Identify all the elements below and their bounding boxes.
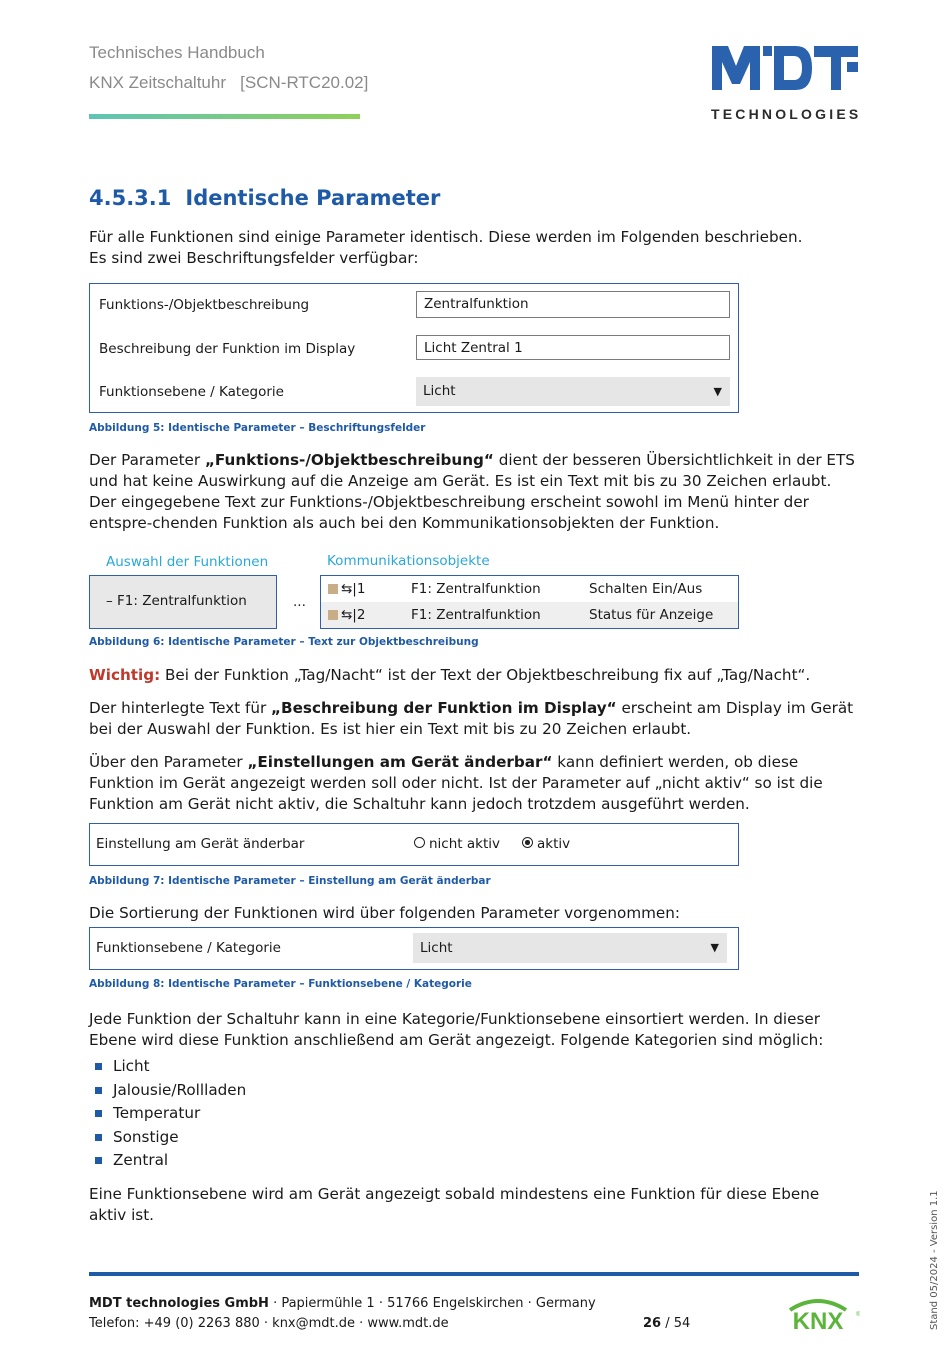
section-number: 4.5.3.1 <box>89 186 172 210</box>
list-item <box>95 1102 246 1126</box>
svg-text:®: ® <box>856 1312 860 1318</box>
object-row[interactable] <box>321 602 738 628</box>
para3-bold: „Einstellungen am Gerät änderbar“ <box>247 753 553 771</box>
object-number-text: ⇆|1 <box>341 581 366 597</box>
function-button-f1[interactable] <box>89 575 277 629</box>
category-select-value: Licht <box>423 383 456 399</box>
radio-unchecked-icon <box>414 837 425 848</box>
communication-objects-title: Kommunikationsobjekte <box>327 553 490 569</box>
category-label: Temperatur <box>113 1104 201 1123</box>
page-total: / 54 <box>661 1316 691 1331</box>
label-category: Funktionsebene / Kategorie <box>99 384 284 400</box>
radio-active[interactable] <box>522 836 570 852</box>
footer-address <box>89 1296 596 1311</box>
para3-post: kann definiert werden, ob diese Funktion im Gerät angezeigt werden soll oder nicht. Ist der Parameter auf „nicht aktiv“ so ist die Funktion am Gerät nicht aktiv, die Schaltuhr kann jedoch trotzdem ausgeführt werden. <box>89 753 823 813</box>
category-label: Sonstige <box>113 1127 179 1146</box>
object-number-text: ⇆|2 <box>341 607 366 623</box>
section-title: Identische Parameter <box>185 186 441 210</box>
paragraph-sorting: Die Sortierung der Funktionen wird über folgenden Parameter vorgenommen: <box>89 904 680 922</box>
footer-contact: Telefon: +49 (0) 2263 880 · knx@mdt.de · www.mdt.de <box>89 1316 449 1331</box>
header-title: Technisches Handbuch <box>89 43 265 62</box>
object-function: Status für Anzeige <box>589 607 714 623</box>
list-item <box>95 1126 246 1150</box>
figure-7-caption: Abbildung 7: Identische Parameter – Einstellung am Gerät änderbar <box>89 875 491 887</box>
page-current: 26 <box>643 1316 662 1331</box>
dropdown-arrow-icon: ▼ <box>710 941 719 954</box>
paragraph-categories: Jede Funktion der Schaltuhr kann in eine Kategorie/Funktionsebene einsortiert werden. In dieser Ebene wird diese Funktion anschließend am Gerät angezeigt. Folgende Kategorien sind möglich: <box>89 1010 824 1049</box>
category-list <box>95 1055 246 1173</box>
version-note: Stand 05/2024 - Version 1.1 <box>929 1190 940 1330</box>
paragraph-function-level: Eine Funktionsebene wird am Gerät angezeigt sobald mindestens eine Funktion für diese Ebene aktiv ist. <box>89 1185 820 1224</box>
important-note <box>89 665 859 686</box>
intro-text <box>89 227 859 269</box>
header-accent-bar <box>89 114 360 119</box>
important-label: Wichtig: <box>89 666 161 684</box>
footer-bar <box>89 1272 859 1276</box>
radio-active-label: aktiv <box>537 836 571 852</box>
paragraph-display-description <box>89 698 859 740</box>
footer-address-text: · Papiermühle 1 · 51766 Engelskirchen · Germany <box>268 1296 596 1311</box>
category-select-2[interactable] <box>413 933 727 963</box>
para2-pre: Der hinterlegte Text für <box>89 699 272 717</box>
mdt-logo-subtitle: TECHNOLOGIES <box>711 106 862 122</box>
radio-checked-icon <box>522 837 533 848</box>
bullet-square-icon <box>95 1134 102 1141</box>
intro-line-1: Für alle Funktionen sind einige Parameter identisch. Diese werden im Folgenden beschrieben. <box>89 228 803 246</box>
parameter-panel-device-setting <box>89 823 739 866</box>
header-product: KNX Zeitschaltuhr [SCN-RTC20.02] <box>89 73 369 92</box>
figure-5-caption: Abbildung 5: Identische Parameter – Beschriftungsfelder <box>89 422 426 434</box>
figure-8-caption: Abbildung 8: Identische Parameter – Funktionsebene / Kategorie <box>89 978 472 990</box>
object-number <box>328 602 365 628</box>
object-number <box>328 576 365 602</box>
function-selection-title: Auswahl der Funktionen <box>106 554 269 570</box>
para1-bold: „Funktions-/Objektbeschreibung“ <box>204 451 494 469</box>
para2-bold: „Beschreibung der Funktion im Display“ <box>271 699 617 717</box>
object-icon <box>328 584 338 594</box>
mdt-logo <box>710 40 860 100</box>
paragraph-object-description <box>89 450 859 534</box>
list-item <box>95 1149 246 1173</box>
function-button-label: – F1: Zentralfunktion <box>106 593 247 609</box>
object-name: F1: Zentralfunktion <box>411 607 541 623</box>
label-device-setting: Einstellung am Gerät änderbar <box>96 836 305 852</box>
label-object-description: Funktions-/Objektbeschreibung <box>99 297 310 313</box>
object-name: F1: Zentralfunktion <box>411 581 541 597</box>
page-number <box>643 1316 690 1331</box>
category-label: Licht <box>113 1057 150 1075</box>
object-icon <box>328 610 338 620</box>
footer-company: MDT technologies GmbH <box>89 1296 269 1311</box>
figure-6-caption: Abbildung 6: Identische Parameter – Text zur Objektbeschreibung <box>89 636 479 648</box>
ellipsis: ... <box>293 594 306 610</box>
paragraph-1-line-2: Der eingegebene Text zur Funktions-/Objektbeschreibung erscheint sowohl im Menü hinter der entspre-chenden Funktion als auch bei den Kommunikationsobjekten der Funktion. <box>89 493 809 532</box>
radio-not-active[interactable] <box>414 836 500 852</box>
category-label: Zentral <box>113 1151 169 1170</box>
important-text: Bei der Funktion „Tag/Nacht“ ist der Text der Objektbeschreibung fix auf „Tag/Nacht“. <box>160 666 811 684</box>
para3-pre: Über den Parameter <box>89 753 248 771</box>
label-category-2: Funktionsebene / Kategorie <box>96 940 281 956</box>
parameter-panel-category <box>89 927 739 970</box>
paragraph-1-line-1 <box>89 450 859 492</box>
radio-not-active-label: nicht aktiv <box>429 836 500 852</box>
bullet-square-icon <box>95 1087 102 1094</box>
para1-pre: Der Parameter <box>89 451 205 469</box>
object-function: Schalten Ein/Aus <box>589 581 703 597</box>
para1-post: dient der besseren Übersichtlichkeit in der ETS und hat keine Auswirkung auf die Anzeige am Gerät. Es ist ein Text mit bis zu 30 Zeichen erlaubt. <box>89 451 855 490</box>
category-select-2-value: Licht <box>420 940 453 956</box>
list-item <box>95 1055 246 1079</box>
label-display-description: Beschreibung der Funktion im Display <box>99 341 356 357</box>
communication-objects-table <box>320 575 739 629</box>
display-description-input[interactable]: Licht Zentral 1 <box>416 335 730 360</box>
object-description-input[interactable]: Zentralfunktion <box>416 291 730 318</box>
list-item <box>95 1079 246 1103</box>
bullet-square-icon <box>95 1063 102 1070</box>
dropdown-arrow-icon: ▼ <box>713 385 722 398</box>
bullet-square-icon <box>95 1157 102 1164</box>
intro-line-2: Es sind zwei Beschriftungsfelder verfügbar: <box>89 249 419 267</box>
knx-logo <box>778 1294 860 1332</box>
knx-logo-text: KNX <box>792 1308 844 1332</box>
section-heading <box>89 186 440 210</box>
object-row[interactable] <box>321 576 738 602</box>
category-select[interactable] <box>416 377 730 406</box>
parameter-panel-labels <box>89 283 739 413</box>
paragraph-device-settings <box>89 752 859 815</box>
para2-post: erscheint am Display im Gerät bei der Auswahl der Funktion. Es ist hier ein Text mit bis zu 20 Zeichen erlaubt. <box>89 699 854 738</box>
bullet-square-icon <box>95 1110 102 1117</box>
category-label: Jalousie/Rollladen <box>113 1080 247 1099</box>
